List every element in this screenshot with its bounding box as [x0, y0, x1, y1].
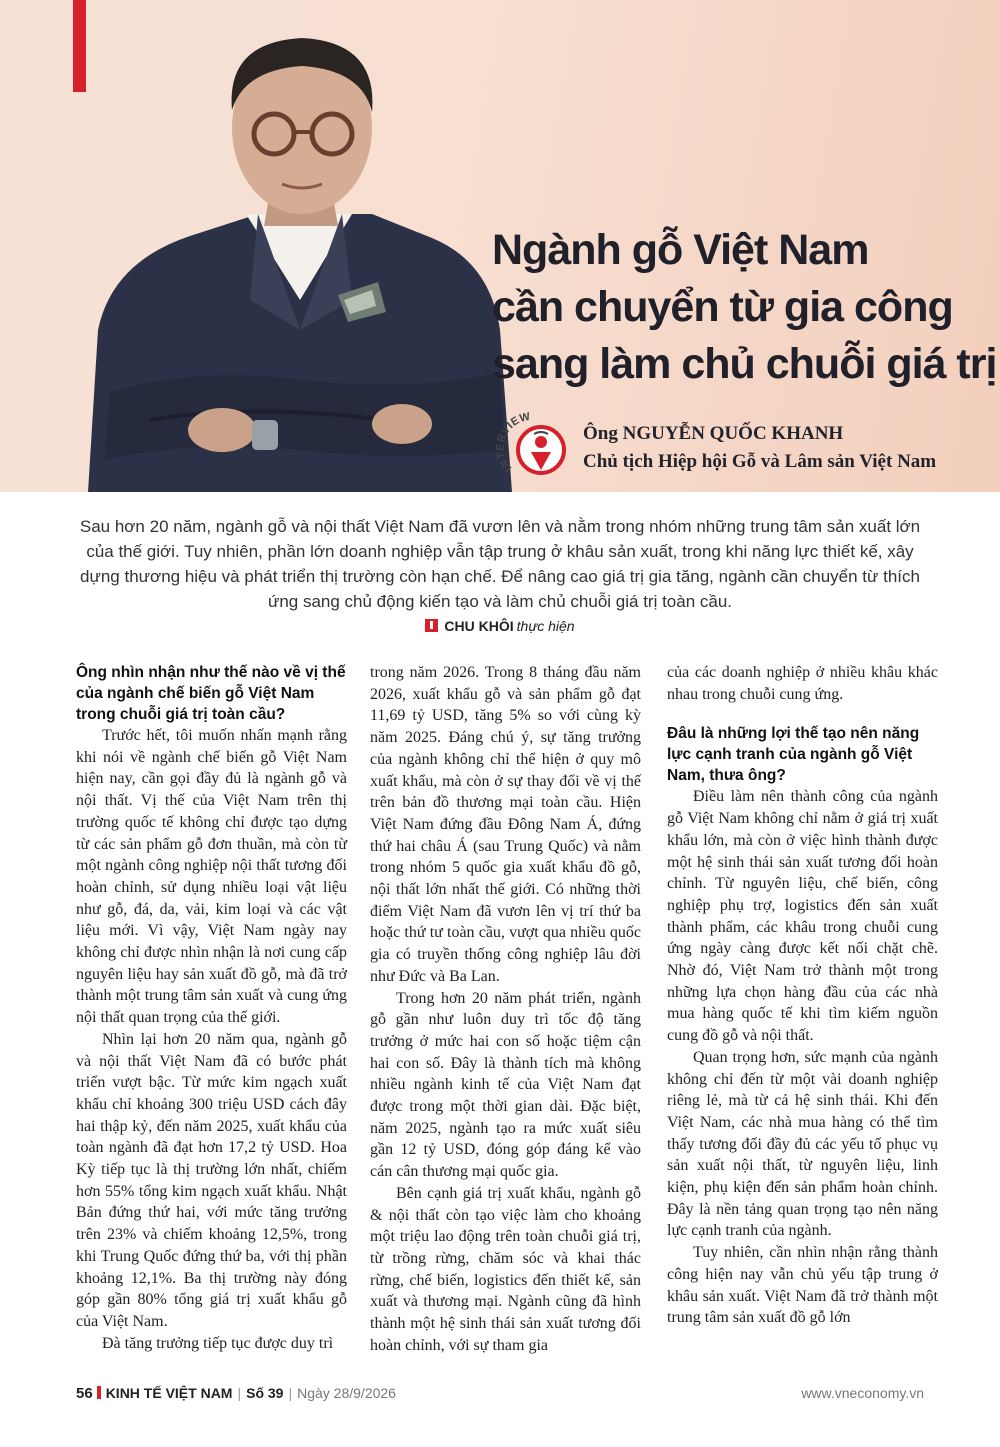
hero-banner — [0, 0, 1000, 492]
body-column-2 — [370, 662, 641, 1357]
body-paragraph: Nhìn lại hơn 20 năm qua, ngành gỗ và nội thất Việt Nam đã có bước phát triển vượt bậc. Từ mức kim ngạch xuất khẩu chỉ khoảng 300 triệu USD cách đây hai thập kỷ, đến năm 2025, xuất khẩu của toàn ngành đã đạt hơn 17,2 tỷ USD. Hoa Kỳ tiếp tục là thị trường lớn nhất, chiếm hơn 55% tổng kim ngạch xuất khẩu. Nhật Bản đứng thứ hai, với mức tăng trưởng trên 23% và chiếm khoảng 12,5%, trong khi Trung Quốc đứng thứ ba, với thị phần khoảng 12,1%. Ba thị trường này đóng góp gần 80% tổng giá trị xuất khẩu gỗ của Việt Nam. — [76, 1030, 347, 1330]
body-column-1 — [76, 662, 347, 1354]
magazine-name: KINH TẾ VIỆT NAM — [105, 1385, 233, 1401]
headline-line-1: Ngành gỗ Việt Nam — [492, 226, 869, 274]
body-paragraph: của các doanh nghiệp ở nhiều khâu khác nhau trong chuỗi cung ứng. — [667, 664, 938, 703]
body-paragraph: Điều làm nên thành công của ngành gỗ Việt Nam không chỉ nằm ở giá trị xuất khẩu lớn, mà còn ở việc hình thành được một hệ sinh thái sản xuất tương đối hoàn chỉnh. Từ nguyên liệu, chế biến, công nghiệp phụ trợ, logistics đến sản xuất thành phẩm, các khâu trong chuỗi cung ứng ngày càng được kết nối chặt chẽ. Nhờ đó, Việt Nam trở thành một trong những lựa chọn hàng đầu của các nhà mua hàng quốc tế khi tìm kiếm nguồn cung đồ gỗ và nội thất. — [667, 788, 938, 1045]
body-paragraph: Bên cạnh giá trị xuất khẩu, ngành gỗ & nội thất còn tạo việc làm cho khoảng một triệu lao động trên toàn chuỗi giá trị, từ trồng rừng, chăm sóc và khai thác rừng, chế biến, logistics đến thiết kế, sản xuất và thương mại. Ngành cũng đã hình thành một hệ sinh thái sản xuất tương đối hoàn chỉnh, với sự tham gia — [370, 1184, 641, 1354]
body-paragraph: Trong hơn 20 năm phát triển, ngành gỗ gần như luôn duy trì tốc độ tăng trưởng ở mức hai con số hoặc tiệm cận hai con số. Đây là thành tích mà không nhiều ngành kinh tế của Việt Nam đạt được trong một thời gian dài. Đặc biệt, năm 2025, ngành tạo ra mức xuất siêu gần 12 tỷ USD, đóng góp đáng kể vào cán cân thương mại quốc gia. — [370, 989, 641, 1181]
issue-date: Ngày 28/9/2026 — [297, 1385, 396, 1401]
page-number: 56 — [76, 1385, 93, 1402]
byline — [0, 618, 1000, 634]
byline-author: CHU KHÔI — [444, 618, 514, 634]
interviewee-title: Chủ tịch Hiệp hội Gỗ và Lâm sản Việt Nam — [583, 451, 937, 472]
footer-separator: | — [237, 1385, 242, 1401]
body-paragraph: Trước hết, tôi muốn nhấn mạnh rằng khi nói về ngành chế biến gỗ Việt Nam hiện nay, cần gọi đầy đủ là ngành gỗ và nội thất. Vị thế của Việt Nam trên thị trường quốc tế không chỉ được tạo dựng từ các sản phẩm gỗ đơn thuần, mà còn từ một ngành công nghiệp nội thất tương đối hoàn chỉnh, sử dụng nhiều loại vật liệu như gỗ, đá, da, vải, kim loại và các vật liệu mới. Vì vậy, Việt Nam ngày nay không chỉ được nhìn nhận là nơi cung cấp nguyên liệu hay sản xuất đồ gỗ, mà đã trở thành một trung tâm sản xuất và cung ứng nội thất quan trọng của thế giới. — [76, 727, 347, 1027]
article-headline — [492, 222, 997, 393]
body-paragraph: Tuy nhiên, cần nhìn nhận rằng thành công hiện nay vẫn chủ yếu tập trung ở khâu sản xuất. Việt Nam đã trở thành một trung tâm sản xuất đồ gỗ lớn — [667, 1244, 938, 1327]
body-paragraph: Quan trọng hơn, sức mạnh của ngành không chỉ đến từ một vài doanh nghiệp riêng lẻ, mà từ cả hệ sinh thái. Khi đến Việt Nam, các nhà mua hàng có thể tìm thấy tương đối đầy đủ các yếu tố phục vụ sản xuất nội thất, từ nguyên liệu, linh kiện, phụ kiện đến sản phẩm hoàn chỉnh. Đây là nền tảng quan trọng tạo nên năng lực cạnh tranh của ngành. — [667, 1048, 938, 1240]
headline-line-3: sang làm chủ chuỗi giá trị — [492, 340, 997, 388]
footer-separator: | — [288, 1385, 293, 1401]
body-paragraph: trong năm 2026. Trong 8 tháng đầu năm 2026, xuất khẩu gỗ và sản phẩm gỗ đạt 11,69 tỷ USD, tăng 5% so với cùng kỳ năm 2025. Đáng chú ý, sự tăng trưởng của ngành không chỉ thể hiện ở quy mô xuất khẩu, mà còn ở sự thay đổi về vị thế trên bản đồ thương mại toàn cầu. Hiện Việt Nam đứng đầu Đông Nam Á, đứng thứ hai châu Á (sau Trung Quốc) và nằm trong nhóm 5 quốc gia xuất khẩu đồ gỗ, nội thất lớn nhất thế giới. Có những thời điểm Việt Nam đã vươn lên vị trí thứ ba hoặc thứ tư toàn cầu, vượt qua nhiều quốc gia có truyền thống công nghiệp lâu đời như Đức và Ba Lan. — [370, 664, 641, 985]
interview-badge-icon — [494, 412, 574, 484]
interviewee-name: Ông NGUYỄN QUỐC KHANH — [583, 423, 844, 444]
footer-divider — [97, 1386, 101, 1399]
body-column-3 — [667, 662, 938, 1329]
body-paragraph: Đà tăng trưởng tiếp tục được duy trì — [102, 1334, 334, 1352]
pen-icon — [425, 619, 438, 632]
issue-number: Số 39 — [246, 1385, 284, 1401]
question-heading: Ông nhìn nhận như thế nào về vị thế của ngành chế biến gỗ Việt Nam trong chuỗi giá trị toàn cầu? — [76, 664, 346, 723]
article-lede: Sau hơn 20 năm, ngành gỗ và nội thất Việt Nam đã vươn lên và nằm trong nhóm những trung tâm sản xuất lớn của thế giới. Tuy nhiên, phần lớn doanh nghiệp vẫn tập trung ở khâu sản xuất, trong khi năng lực thiết kế, xây dựng thương hiệu và phát triển thị trường còn hạn chế. Để nâng cao giá trị gia tăng, ngành cần chuyển từ thích ứng sang chủ động kiến tạo và làm chủ chuỗi giá trị toàn cầu. — [79, 517, 921, 611]
badge-label: INTERVIEW — [494, 412, 532, 475]
website-link[interactable]: www.vneconomy.vn — [801, 1385, 924, 1401]
byline-role: thực hiện — [516, 618, 575, 634]
question-heading: Đâu là những lợi thế tạo nên năng lực cạnh tranh của ngành gỗ Việt Nam, thưa ông? — [667, 725, 920, 785]
interviewee-info — [583, 420, 936, 476]
headline-line-2: cần chuyển từ gia công — [492, 283, 953, 331]
